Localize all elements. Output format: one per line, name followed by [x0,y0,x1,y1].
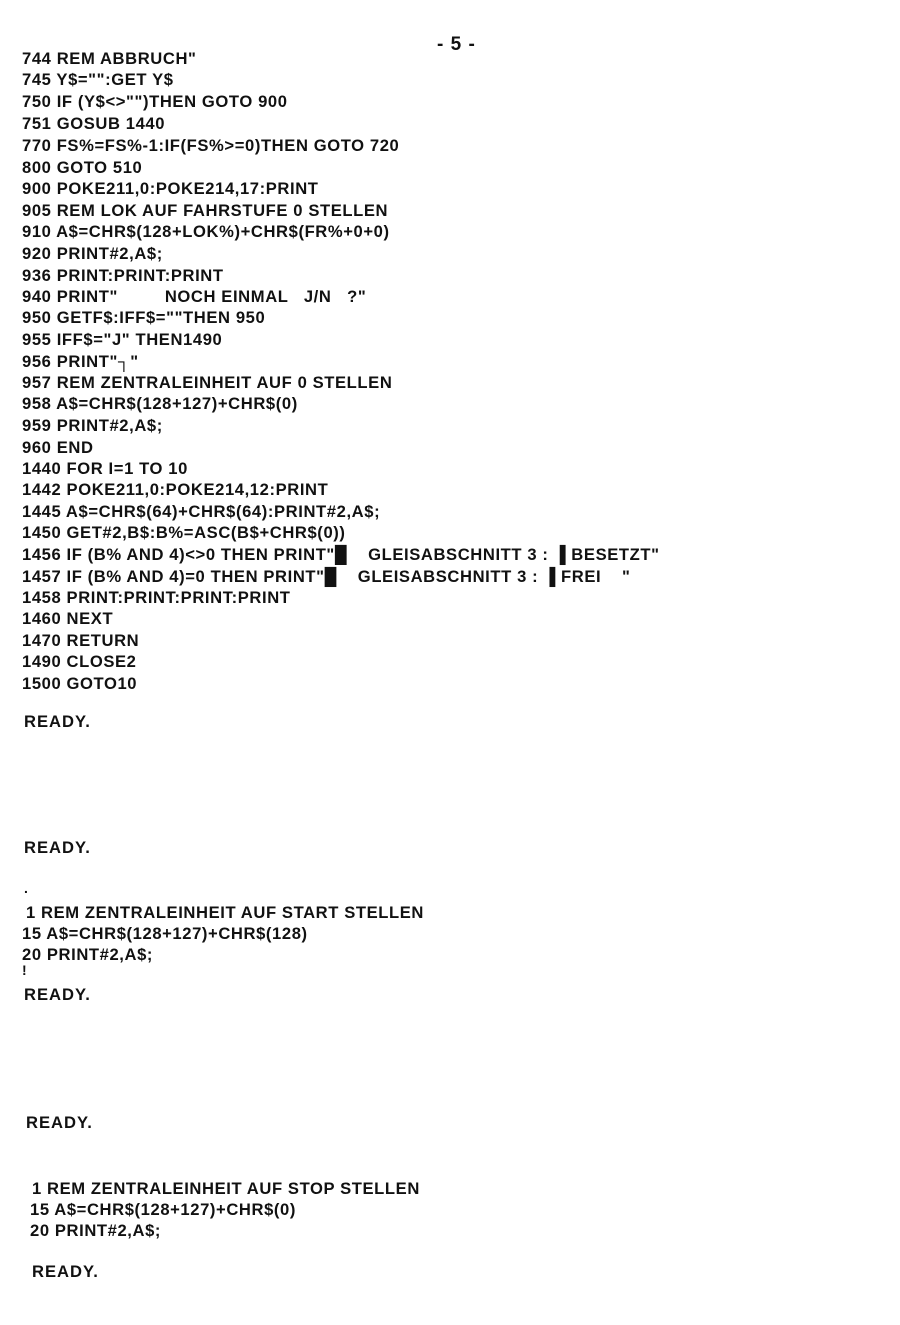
ready-prompt: READY. [24,985,91,1004]
code-line: 1460 NEXT [22,609,114,628]
ready-prompt: READY. [24,712,91,731]
code-line: 1440 FOR I=1 TO 10 [22,459,188,478]
code-line: 1457 IF (B% AND 4)=0 THEN PRINT"█ GLEISABSCHNITT 3 : ▐ FREI " [22,567,631,586]
code-line: 800 GOTO 510 [22,158,143,177]
code-line: 745 Y$="":GET Y$ [22,70,174,89]
code-line: 900 POKE211,0:POKE214,17:PRINT [22,179,319,198]
code-line: 744 REM ABBRUCH" [22,49,197,68]
code-line: 1456 IF (B% AND 4)<>0 THEN PRINT"█ GLEISABSCHNITT 3 : ▐ BESETZT" [22,545,660,564]
code-line: 1470 RETURN [22,631,140,650]
code-line: 15 A$=CHR$(128+127)+CHR$(0) [30,1200,296,1219]
code-line: 1445 A$=CHR$(64)+CHR$(64):PRINT#2,A$; [22,502,381,521]
code-line: 936 PRINT:PRINT:PRINT [22,266,224,285]
code-line: 956 PRINT"┐" [22,352,139,371]
ready-prompt: READY. [26,1113,93,1132]
code-line: 1450 GET#2,B$:B%=ASC(B$+CHR$(0)) [22,523,346,542]
code-line: 751 GOSUB 1440 [22,114,166,133]
code-line: 955 IFF$="J" THEN1490 [22,330,223,349]
code-line: 910 A$=CHR$(128+LOK%)+CHR$(FR%+0+0) [22,222,390,241]
code-line: 20 PRINT#2,A$; [22,945,154,964]
code-line: 950 GETF$:IFF$=""THEN 950 [22,308,266,327]
code-line: 1 REM ZENTRALEINHEIT AUF START STELLEN [26,903,424,922]
code-line: 20 PRINT#2,A$; [30,1221,162,1240]
code-line: 957 REM ZENTRALEINHEIT AUF 0 STELLEN [22,373,393,392]
code-line: 770 FS%=FS%-1:IF(FS%>=0)THEN GOTO 720 [22,136,400,155]
code-line: 1490 CLOSE2 [22,652,137,671]
stray-mark: . [24,880,28,896]
code-line: 1500 GOTO10 [22,674,138,693]
code-line: 1442 POKE211,0:POKE214,12:PRINT [22,480,329,499]
code-line: 1458 PRINT:PRINT:PRINT:PRINT [22,588,291,607]
ready-prompt: READY. [32,1262,99,1281]
stray-mark: ! [22,962,27,978]
ready-prompt: READY. [24,838,91,857]
code-line: 750 IF (Y$<>"")THEN GOTO 900 [22,92,288,111]
code-line: 1 REM ZENTRALEINHEIT AUF STOP STELLEN [32,1179,420,1198]
code-line: 905 REM LOK AUF FAHRSTUFE 0 STELLEN [22,201,389,220]
code-line: 958 A$=CHR$(128+127)+CHR$(0) [22,394,298,413]
code-line: 960 END [22,438,94,457]
page-number: - 5 - [437,34,476,55]
code-line: 920 PRINT#2,A$; [22,244,163,263]
code-line: 940 PRINT" NOCH EINMAL J/N ?" [22,287,367,306]
code-line: 959 PRINT#2,A$; [22,416,163,435]
code-line: 15 A$=CHR$(128+127)+CHR$(128) [22,924,308,943]
